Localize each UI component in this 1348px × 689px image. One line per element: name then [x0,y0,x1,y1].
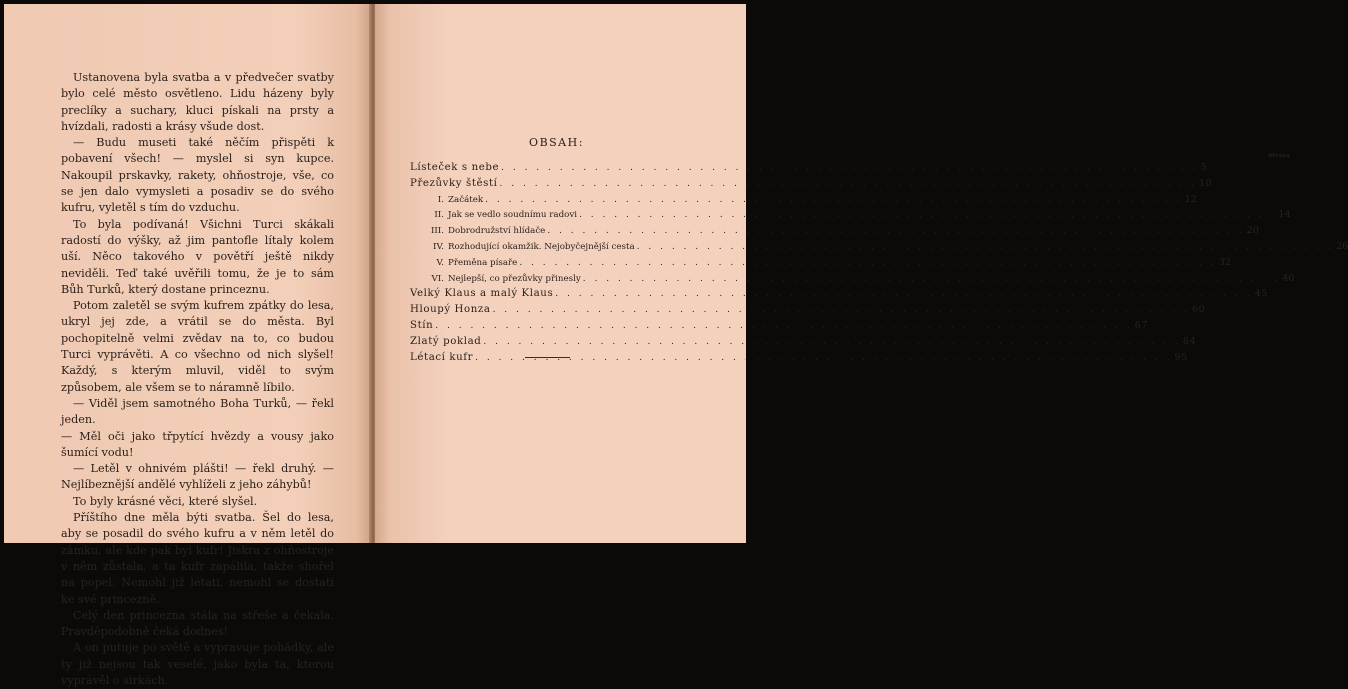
toc-entry-page: 14 [1278,209,1291,221]
toc-entry-title: Přezůvky štěstí [410,177,498,189]
toc-entry-title: Dobrodružství hlídače [448,226,546,237]
toc-entry [410,335,1197,352]
toc-entry-title: Rozhodující okamžik. Nejobyčejnější cesta [448,241,635,252]
toc-subentry [410,256,1231,273]
toc-page-column-label: Strana [1268,153,1290,159]
toc-entry [410,162,1208,178]
story-text [61,70,334,689]
toc-leader-dots: . . . . . . . . . . . . . . . . . . . . . . . . . . . . . . . . . . . . . . . . . . . . . . . . . . . . . . . . . . . . [636,241,1335,252]
story-paragraph: — Budu museti také něčím přispěti k pobavení všech! — myslel si syn kupce. Nakoupil prskavky, rakety, ohňostroje, vše, co se jen dalo vymysleti a posadiv se do svého kufru, vyletěl s tím do vzduchu. [61,136,334,215]
toc-entry-page: 12 [1184,193,1197,205]
toc-entry-title: Lísteček s nebe [410,162,500,173]
story-paragraph: — Letěl v ohnivém plášti! — řekl druhý. — Nejlíbeznější andělé vyhlíželi z jeho záhybů! [61,462,334,492]
toc-entry-number: V. [436,257,444,268]
toc-entry-title: Jak se vedlo soudnímu radovi [448,210,578,221]
toc-subentry [410,272,1295,289]
toc-entry-title: Hloupý Honza [410,304,491,316]
toc-leader-dots: . . . . . . . . . . . . . . . . . . . . . . . . . . . . . . . . . . . . . . . . . . . . . . . . . . . . . . . . . . . . [519,257,1217,268]
toc-leader-dots: . . . . . . . . . . . . . . . . . . . . . . . . . . . . . . . . . . . . . . . . . . . . . . . . . . . . . . . . . . . . [579,210,1277,221]
toc-subentry [410,225,1259,241]
toc-entry-title: Zlatý poklad [410,335,482,347]
toc-entry-number: IV. [433,241,444,252]
toc-entry [410,304,1206,320]
toc-entry-number: II. [434,210,444,221]
story-paragraph: — Měl oči jako třpytící hvězdy a vousy jako šumící vodu! [61,429,334,459]
story-paragraph: Potom zaletěl se svým kufrem zpátky do lesa, ukryl jej zde, a vrátil se do města. Byl pochopitelně velmi zvědav na to, co budou Turci vyprávěti. A co všechno od nich slyšel! Každý, s kterým mluvil, viděl to svým způsobem, ale všem se to náramně líbilo. [61,299,334,394]
toc-entry-title: Přeměna písaře [448,257,518,268]
story-paragraph: A on putuje po světě a vypravuje pohádky, ale ty již nejsou tak veselé, jako byla ta, kterou vyprávěl o sirkách. [61,641,334,687]
toc-subentry [410,193,1197,210]
toc-leader-dots: . . . . . . . . . . . . . . . . . . . . . . . . . . . . . . . . . . . . . . . . . . . . . . . . . . . . . . . . . . . . [492,305,1191,316]
toc-subentry [410,209,1291,225]
toc-entry-title: Začátek [448,194,484,205]
toc-entry-page: 67 [1134,319,1149,331]
toc-leader-dots: . . . . . . . . . . . . . . . . . . . . . . . . . . . . . . . . . . . . . . . . . . . . . . . . . . . . . . . . . . . . [555,289,1253,300]
toc-entry [410,177,1213,194]
closing-rule [525,357,570,358]
toc-leader-dots: . . . . . . . . . . . . . . . . . . . . . . . . . . . . . . . . . . . . . . . . . . . . . . . . . . . . . . . . . . . . [499,178,1197,189]
toc-entry-page: 84 [1182,335,1197,347]
toc-entry-title: Létací kufr [410,351,474,363]
story-paragraph: To byly krásné věci, které slyšel. [73,494,258,508]
toc-entry [410,319,1149,336]
story-paragraph: — Viděl jsem samotného Boha Turků, — řekl jeden. [61,396,334,427]
toc-leader-dots: . . . . . . . . . . . . . . . . . . . . . . . . . . . . . . . . . . . . . . . . . . . . . . . . . . . . . . . . . . . . [483,336,1181,347]
toc-leader-dots: . . . . . . . . . . . . . . . . . . . . . . . . . . . . . . . . . . . . . . . . . . . . . . . . . . . . . . . . . . . . [475,352,1173,363]
toc-leader-dots: . . . . . . . . . . . . . . . . . . . . . . . . . . . . . . . . . . . . . . . . . . . . . . . . . . . . . . . . . . . . [485,194,1183,205]
toc-entry-number: III. [430,226,444,237]
toc-entry-page: 32 [1218,256,1231,268]
toc-entry [410,288,1269,304]
toc-entry-page: 95 [1174,351,1188,363]
toc-entry-title: Velký Klaus a malý Klaus [410,288,554,300]
toc-entry-number: I. [437,194,444,205]
toc-entry-page: 20 [1246,225,1259,237]
toc-entry [410,351,1188,368]
toc-entry-title: Nejlepší, co přezůvky přinesly [448,273,581,284]
toc-leader-dots: . . . . . . . . . . . . . . . . . . . . . . . . . . . . . . . . . . . . . . . . . . . . . . . . . . . . . . . . . . . . [582,273,1281,284]
story-paragraph: To byla podívaná! Všichni Turci skákali radostí do výšky, až jim pantofle lítaly kolem uší. Něco takového v povětří ještě nikdy neviděli. Teď také uvěřili tomu, že je to sám Bůh Turků, který dostane princeznu. [61,217,334,296]
toc-entry-page: 40 [1282,272,1295,284]
toc-entry-page: 45 [1254,288,1269,300]
toc-entry-page: 5 [1200,162,1208,173]
toc-entry-number: VI. [431,273,444,284]
toc-leader-dots: . . . . . . . . . . . . . . . . . . . . . . . . . . . . . . . . . . . . . . . . . . . . . . . . . . . . . . . . . . . . [547,226,1245,237]
toc-leader-dots: . . . . . . . . . . . . . . . . . . . . . . . . . . . . . . . . . . . . . . . . . . . . . . . . . . . . . . . . . . . . [435,320,1133,331]
toc-heading: OBSAH: [529,136,584,149]
story-paragraph: Příštího dne měla býti svatba. Šel do lesa, aby se posadil do svého kufru a v něm letěl do zámku, ale kde pak byl kufr! Jiskra z ohňostroje v něm zůstala, a ta kufr zapálila, takže shořel na popel. Nemohl již létati, nemohl se dostati ke své princezně. [61,511,334,606]
toc-entry-page: 26 [1336,240,1348,252]
toc-leader-dots: . . . . . . . . . . . . . . . . . . . . . . . . . . . . . . . . . . . . . . . . . . . . . . . . . . . . . . . . . . . . [501,163,1199,173]
left-page [4,4,371,687]
toc-subentry [410,240,1348,257]
toc-entry-page: 60 [1192,304,1206,316]
story-paragraph: Ustanovena byla svatba a v předvečer svatby bylo celé město osvětleno. Lidu házeny byly preclíky a suchary, kluci pískali na prsty a hvízdali, radosti a krásy všude dost. [61,71,334,133]
toc-entry-page: 10 [1199,177,1213,189]
toc-entry-title: Stín [410,319,434,331]
story-paragraph: Celý den princezna stála na střeše a čekala. Pravděpodobně čeká dodnes! [61,608,334,639]
table-of-contents [410,162,1348,367]
